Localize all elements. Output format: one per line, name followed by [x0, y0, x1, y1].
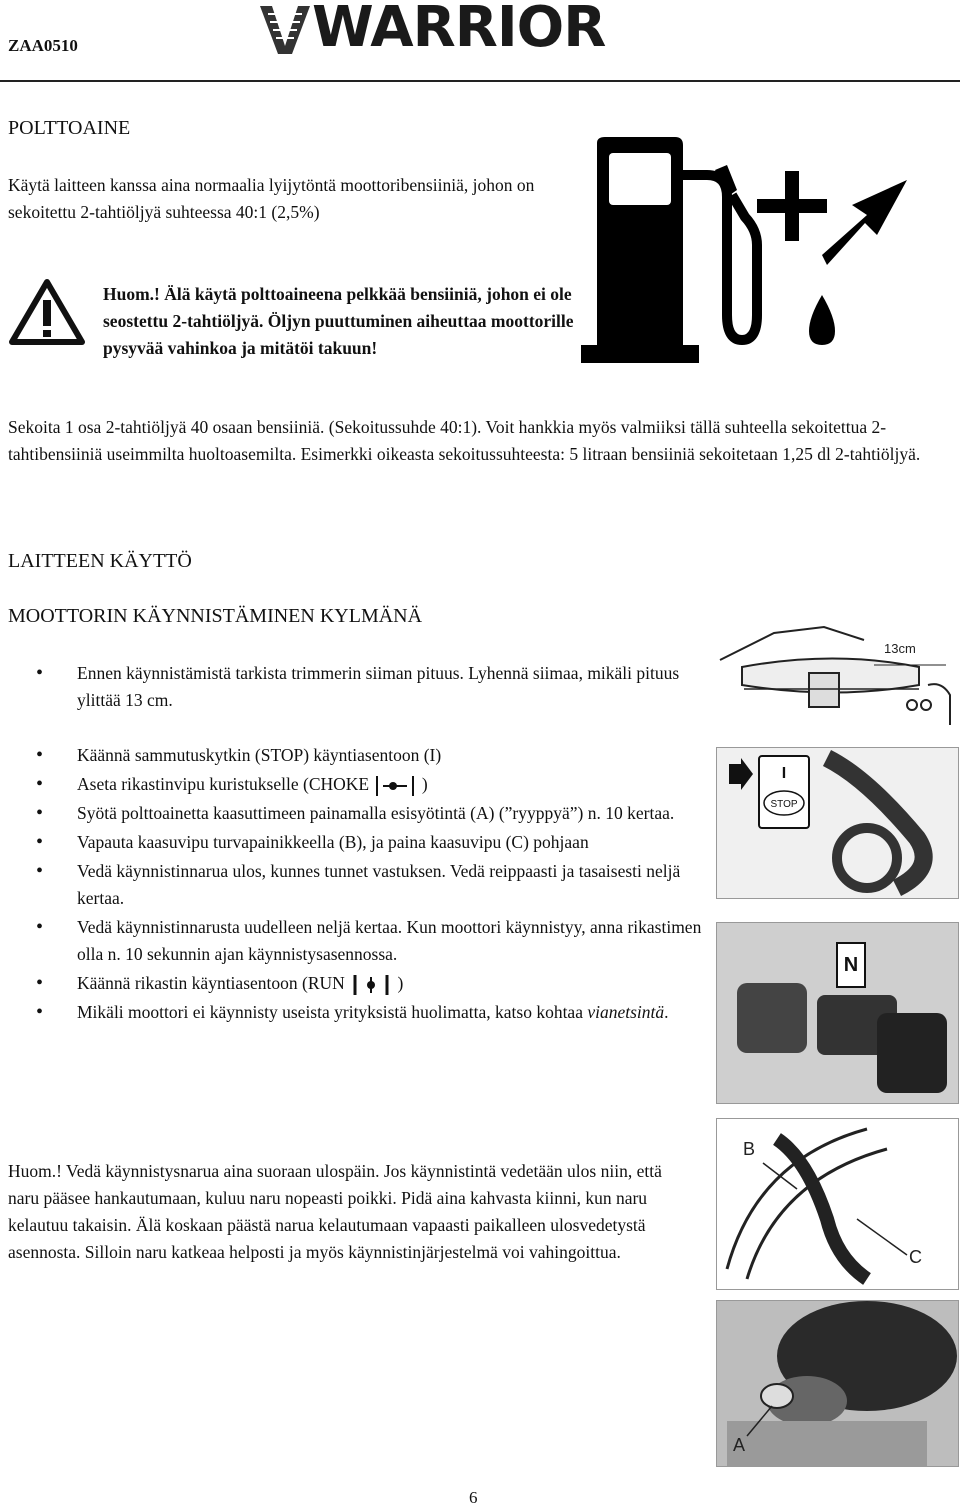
- line-length-label: 13cm: [884, 641, 916, 656]
- start-steps-list: [8, 742, 708, 1028]
- page-number: 6: [469, 1488, 478, 1507]
- list-item: • Aseta rikastinvipu kuristukselle (CHOKE ): [8, 771, 708, 798]
- stop-switch-figure: [716, 747, 959, 899]
- trimmer-line-length-figure: [714, 605, 957, 727]
- choke-lever-figure: [716, 922, 959, 1104]
- warning-triangle-icon: [8, 278, 86, 346]
- label-b: B: [743, 1139, 756, 1159]
- warrior-logo: [258, 0, 698, 60]
- run-icon: [349, 973, 393, 997]
- list-item: • Vedä käynnistinnarusta uudelleen neljä kertaa. Kun moottori käynnistyy, anna rikastimen olla n. 10 sekunnin ajan käynnistysasennossa.: [8, 914, 708, 968]
- choke-marking: N: [843, 954, 859, 976]
- fuel-warning: Huom.! Älä käytä polttoaineena pelkkää bensiiniä, johon ei ole seostettu 2-tahtiöljyä. Öljyn puuttuminen aiheuttaa moottorille pysyvää vahinkoa ja mitätöi takuun!: [103, 284, 574, 358]
- list-item: • Vedä käynnistinnarua ulos, kunnes tunnet vastuksen. Vedä reippaasti ja tasaisesti neljä kertaa.: [8, 858, 708, 912]
- stop-label: STOP: [770, 799, 798, 810]
- cold-start-heading: MOOTTORIN KÄYNNISTÄMINEN KYLMÄNÄ: [8, 605, 423, 627]
- header-divider: [0, 80, 960, 82]
- fuel-pump-oil-icon: [577, 135, 937, 365]
- primer-bulb-figure: [716, 1300, 959, 1467]
- throttle-lever-figure: [716, 1118, 959, 1290]
- fuel-intro: Käytä laitteen kanssa aina normaalia lyijytöntä moottoribensiiniä, johon on sekoitettu 2-tahtiöljyä suhteessa 40:1 (2,5%): [8, 175, 535, 222]
- list-item: • Käännä rikastin käyntiasentoon (RUN ): [8, 970, 708, 997]
- pre-start-list: [8, 660, 698, 714]
- document-code: ZAA0510: [8, 36, 78, 55]
- list-item: • Käännä sammutuskytkin (STOP) käyntiasentoon (I): [8, 742, 708, 769]
- list-item: • Mikäli moottori ei käynnisty useista yrityksistä huolimatta, katso kohtaa vianetsintä.: [8, 999, 708, 1026]
- on-position-label: I: [781, 765, 787, 782]
- logo-wordmark: WARRIOR: [312, 0, 606, 60]
- choke-icon: [373, 774, 417, 798]
- fuel-heading: POLTTOAINE: [8, 117, 131, 139]
- label-c: C: [909, 1247, 922, 1267]
- list-item: • Syötä polttoainetta kaasuttimeen painamalla esisyötintä (A) (”ryyppyä”) n. 10 kertaa.: [8, 800, 708, 827]
- label-a: A: [733, 1435, 746, 1455]
- list-item: • Vapauta kaasuvipu turvapainikkeella (B), ja paina kaasuvipu (C) pohjaan: [8, 829, 708, 856]
- logo-emblem-icon: [258, 2, 312, 56]
- list-item: • Ennen käynnistämistä tarkista trimmerin siiman pituus. Lyhennä siimaa, mikäli pituus ylittää 13 cm.: [8, 660, 698, 714]
- usage-heading: LAITTEEN KÄYTTÖ: [8, 550, 192, 572]
- troubleshooting-reference: vianetsintä: [587, 1002, 665, 1022]
- fuel-mix-instructions: Sekoita 1 osa 2-tahtiöljyä 40 osaan bensiiniä. (Sekoitussuhde 40:1). Voit hankkia myös valmiiksi tällä suhteella sekoitettua 2-tahtibensiiniä useimmilta huoltoasemilta. Esimerkki oikeasta sekoitussuhteesta: 5 litraan bensiiniä sekoitetaan 1,25 dl 2-tahtiöljyä.: [8, 417, 921, 464]
- starter-cord-note: Huom.! Vedä käynnistysnarua aina suoraan ulospäin. Jos käynnistintä vedetään ulos niin, että naru pääsee hankautumaan, kuluu naru nopeasti poikki. Pidä aina kahvasta kiinni, kun naru kelautuu takaisin. Älä koskaan päästä narua kelautumaan vapaasti paikalleen ulosvedetystä asennosta. Silloin naru katkeaa helposti ja myös käynnistinjärjestelmä voi vahingoittua.: [8, 1161, 662, 1262]
